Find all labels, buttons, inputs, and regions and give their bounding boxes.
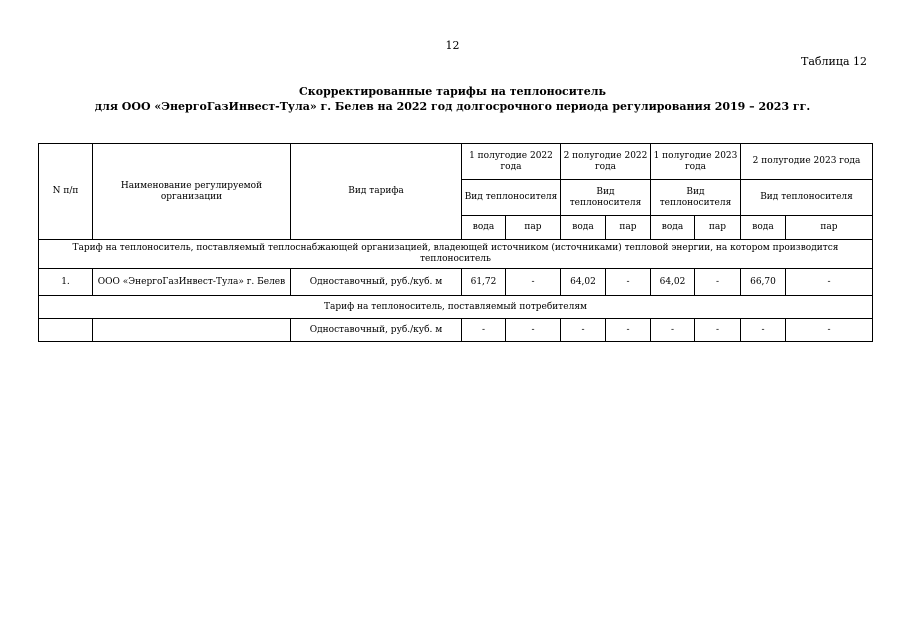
section-row [39, 240, 873, 269]
row-value: - [462, 319, 506, 342]
header-period: 2 полугодие 2022 года [561, 144, 651, 180]
header-org: Наименование регулируемой организации [93, 144, 291, 240]
header-water: вода [561, 216, 606, 240]
table-label: Таблица 12 [801, 55, 867, 68]
title-line-1: Скорректированные тарифы на теплоноситель [299, 85, 606, 98]
row-org: ООО «ЭнергоГазИнвест-Тула» г. Белев [93, 269, 291, 296]
row-value: 64,02 [651, 269, 695, 296]
header-carrier-type: Вид теплоносителя [741, 180, 873, 216]
document-title [0, 84, 905, 114]
row-org [93, 319, 291, 342]
page-number: 12 [445, 39, 460, 52]
header-row-periods [39, 144, 873, 180]
row-num: 1. [39, 269, 93, 296]
row-value: - [606, 319, 651, 342]
header-water: вода [741, 216, 786, 240]
header-steam: пар [506, 216, 561, 240]
header-carrier-type: Вид теплоносителя [462, 180, 561, 216]
header-tariff-type: Вид тарифа [291, 144, 462, 240]
row-value: 61,72 [462, 269, 506, 296]
row-value: - [606, 269, 651, 296]
row-value: 64,02 [561, 269, 606, 296]
row-value: - [506, 319, 561, 342]
header-steam: пар [606, 216, 651, 240]
row-num [39, 319, 93, 342]
header-steam: пар [695, 216, 741, 240]
header-water: вода [651, 216, 695, 240]
section-title: Тариф на теплоноситель, поставляемый потребителям [39, 296, 873, 319]
header-period: 1 полугодие 2022 года [462, 144, 561, 180]
header-period: 1 полугодие 2023 года [651, 144, 741, 180]
header-carrier-type: Вид теплоносителя [561, 180, 651, 216]
row-value: - [741, 319, 786, 342]
row-tariff: Одноставочный, руб./куб. м [291, 319, 462, 342]
row-value: - [561, 319, 606, 342]
row-tariff: Одноставочный, руб./куб. м [291, 269, 462, 296]
section-title: Тариф на теплоноситель, поставляемый теплоснабжающей организацией, владеющей источником (источниками) тепловой энергии, на котором производится теплоноситель [39, 240, 873, 269]
header-period: 2 полугодие 2023 года [741, 144, 873, 180]
header-steam: пар [786, 216, 873, 240]
header-carrier-type: Вид теплоносителя [651, 180, 741, 216]
row-value: - [651, 319, 695, 342]
table-row [39, 319, 873, 342]
row-value: - [695, 269, 741, 296]
row-value: 66,70 [741, 269, 786, 296]
section-row [39, 296, 873, 319]
title-line-2: для ООО «ЭнергоГазИнвест-Тула» г. Белев на 2022 год долгосрочного периода регулирования 2019 – 2023 гг. [94, 100, 811, 113]
row-value: - [695, 319, 741, 342]
header-num: N п/п [39, 144, 93, 240]
row-value: - [506, 269, 561, 296]
header-water: вода [462, 216, 506, 240]
tariffs-table [38, 143, 873, 342]
row-value: - [786, 269, 873, 296]
row-value: - [786, 319, 873, 342]
table-row [39, 269, 873, 296]
